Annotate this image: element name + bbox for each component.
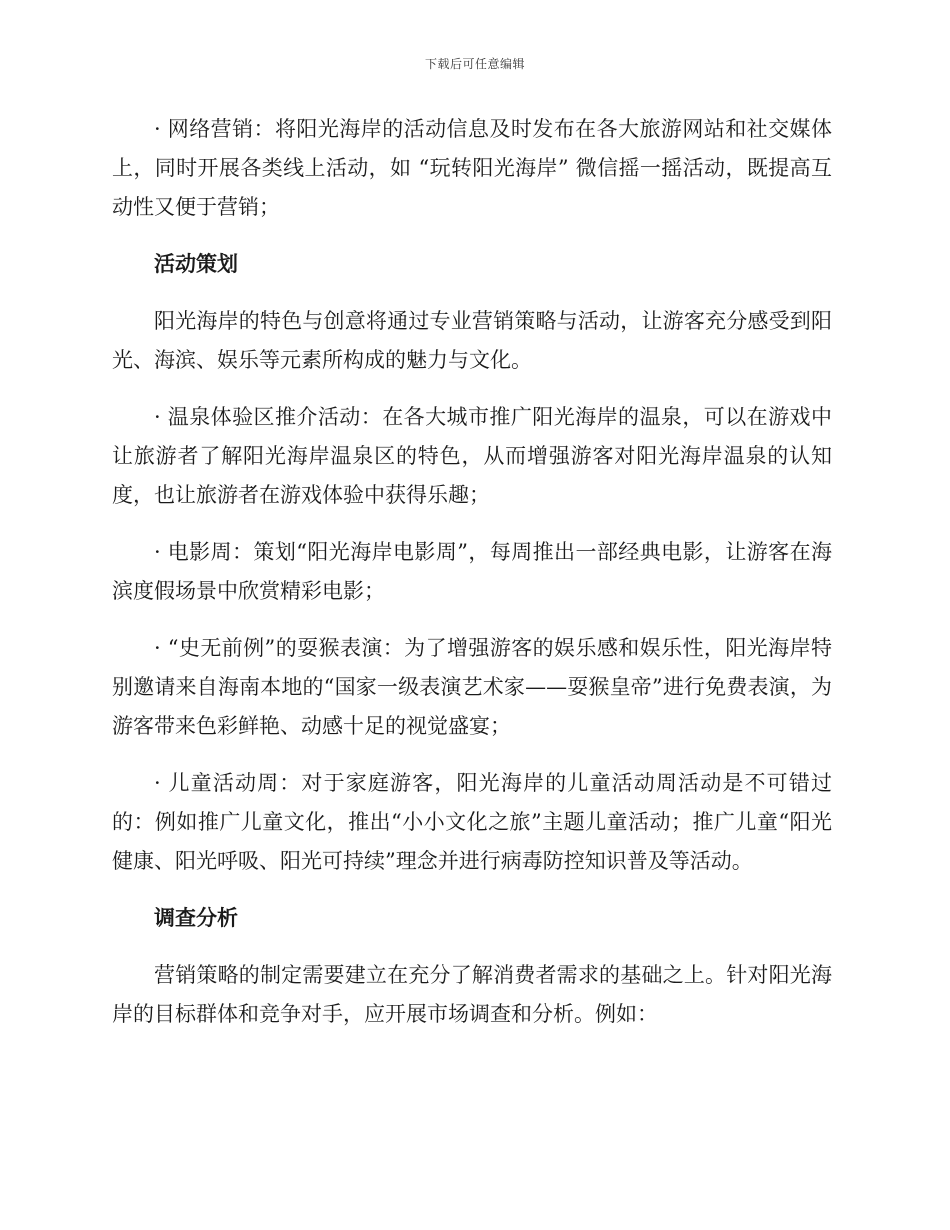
heading-activity-planning: 活动策划	[154, 252, 238, 276]
paragraph-hot-spring: · 温泉体验区推介活动：在各大城市推广阳光海岸的温泉，可以在游戏中让旅游者了解阳光海岸温泉区的特色，从而增强游客对阳光海岸温泉的认知度，也让旅游者在游戏体验中获得乐趣；	[112, 405, 832, 507]
paragraph-monkey-show: · “史无前例”的耍猴表演：为了增强游客的娱乐感和娱乐性，阳光海岸特别邀请来自海南本地的“国家一级表演艺术家——耍猴皇帝”进行免费表演，为游客带来色彩鲜艳、动感十足的视觉盛宴；	[112, 636, 832, 738]
heading-survey-analysis: 调查分析	[154, 906, 238, 930]
paragraph-children-week: · 儿童活动周：对于家庭游客，阳光海岸的儿童活动周活动是不可错过的：例如推广儿童文化，推出“小小文化之旅”主题儿童活动；推广儿童“阳光健康、阳光呼吸、阳光可持续”理念并进行病毒防控知识普及等活动。	[112, 771, 832, 873]
paragraph-network-marketing: · 网络营销：将阳光海岸的活动信息及时发布在各大旅游网站和社交媒体上，同时开展各类线上活动，如 “玩转阳光海岸” 微信摇一摇活动，既提高互动性又便于营销；	[112, 117, 832, 219]
paragraph-survey-intro: 营销策略的制定需要建立在充分了解消费者需求的基础之上。针对阳光海岸的目标群体和竞争对手，应开展市场调查和分析。例如：	[112, 963, 832, 1026]
page-header: 下载后可任意编辑	[424, 57, 525, 71]
paragraph-activity-intro: 阳光海岸的特色与创意将通过专业营销策略与活动，让游客充分感受到阳光、海滨、娱乐等元素所构成的魅力与文化。	[112, 309, 832, 372]
paragraph-movie-week: · 电影周：策划“阳光海岸电影周”，每周推出一部经典电影，让游客在海滨度假场景中欣赏精彩电影；	[112, 540, 832, 603]
document-body	[112, 110, 832, 1052]
